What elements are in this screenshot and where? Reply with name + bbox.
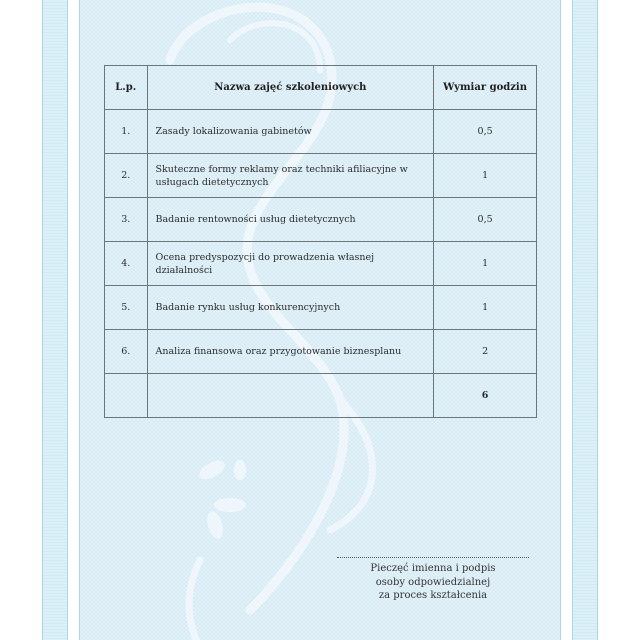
- row-hours: 1: [434, 154, 537, 198]
- table-row: [105, 110, 537, 154]
- table-row: [105, 198, 537, 242]
- signature-block: [337, 557, 529, 603]
- row-course-name: Ocena predyspozycji do prowadzenia własnej działalności: [147, 242, 434, 286]
- certificate-page: [79, 0, 561, 640]
- row-lp: 4.: [105, 242, 148, 286]
- row-lp: 2.: [105, 154, 148, 198]
- total-lp: [105, 374, 148, 418]
- row-course-name: Badanie rentowności usług dietetycznych: [147, 198, 434, 242]
- signature-line: [337, 557, 529, 558]
- signature-caption-line-2: osoby odpowiedzialnej: [375, 576, 491, 588]
- signature-caption-line-1: Pieczęć imienna i podpis: [370, 563, 496, 574]
- table-row: [105, 242, 537, 286]
- table-header-row: [105, 66, 537, 110]
- row-course-name: Analiza finansowa oraz przygotowanie biznesplanu: [147, 330, 434, 374]
- row-hours: 2: [434, 330, 537, 374]
- row-lp: 5.: [105, 286, 148, 330]
- row-course-name: Badanie rynku usług konkurencyjnych: [147, 286, 434, 330]
- table-row: [105, 286, 537, 330]
- table-total-row: [105, 374, 537, 418]
- signature-caption-line-3: za proces kształcenia: [378, 590, 488, 601]
- row-hours: 1: [434, 286, 537, 330]
- header-course-name: Nazwa zajęć szkoleniowych: [147, 66, 434, 110]
- row-hours: 0,5: [434, 198, 537, 242]
- header-lp: L.p.: [105, 66, 148, 110]
- header-hours: Wymiar godzin: [434, 66, 537, 110]
- total-label: [147, 374, 434, 418]
- row-lp: 6.: [105, 330, 148, 374]
- row-course-name: Skuteczne formy reklamy oraz techniki afiliacyjne w usługach dietetycznych: [147, 154, 434, 198]
- table-row: [105, 330, 537, 374]
- row-course-name: Zasady lokalizowania gabinetów: [147, 110, 434, 154]
- row-lp: 3.: [105, 198, 148, 242]
- total-hours: 6: [434, 374, 537, 418]
- course-table: [104, 65, 537, 418]
- decorative-border-strip-right: [572, 0, 598, 640]
- row-hours: 1: [434, 242, 537, 286]
- row-hours: 0,5: [434, 110, 537, 154]
- decorative-border-strip-left: [42, 0, 68, 640]
- table-row: [105, 154, 537, 198]
- row-lp: 1.: [105, 110, 148, 154]
